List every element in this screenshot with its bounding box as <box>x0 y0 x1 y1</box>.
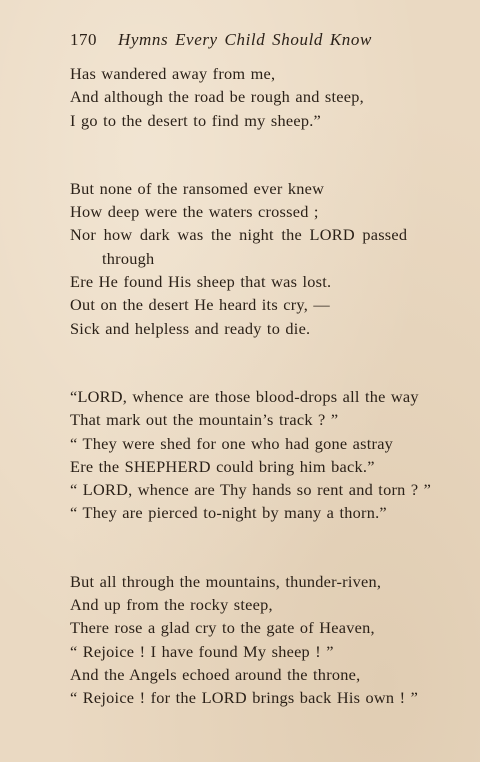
poem-line: But none of the ransomed ever knew <box>70 178 325 198</box>
stanza-3 <box>70 385 450 525</box>
poem-line-continuation: through <box>102 248 155 268</box>
poem-line: But all through the mountains, thunder-riven, <box>70 571 382 591</box>
page-number: 170 <box>70 30 97 49</box>
poem-line: And the Angels echoed around the throne, <box>70 664 361 684</box>
stanza-1 <box>70 62 450 132</box>
poem-line: Sick and helpless and ready to die. <box>70 318 311 338</box>
running-title: Hymns Every Child Should Know <box>118 30 372 49</box>
poem-line: There rose a glad cry to the gate of Heaven, <box>70 618 375 638</box>
poem-line: Ere He found His sheep that was lost. <box>70 272 332 292</box>
poem-line: “ Rejoice ! for the LORD brings back His own ! ” <box>70 688 419 708</box>
poem-line: How deep were the waters crossed ; <box>70 202 319 222</box>
poem-line: “LORD, whence are those blood-drops all the way <box>70 386 419 406</box>
poem-line: I go to the desert to find my sheep.” <box>70 110 322 130</box>
stanza-4 <box>70 570 450 710</box>
poem-line: “ LORD, whence are Thy hands so rent and torn ? ” <box>70 480 432 500</box>
poem-line: Has wandered away from me, <box>70 64 276 83</box>
stanza-break <box>70 525 450 570</box>
stanza-break <box>70 132 450 177</box>
poem-body <box>70 62 450 710</box>
stanza-break <box>70 340 450 385</box>
poem-line: Nor how dark was the night the LORD passed <box>70 225 408 245</box>
poem-line: And up from the rocky steep, <box>70 595 273 615</box>
poem-line: “ They are pierced to-night by many a thorn.” <box>70 503 387 523</box>
stanza-2 <box>70 177 450 340</box>
poem-line: And although the road be rough and steep, <box>70 87 364 107</box>
page-header <box>70 30 400 54</box>
poem-line: Ere the SHEPHERD could bring him back.” <box>70 456 375 476</box>
poem-line: “ They were shed for one who had gone astray <box>70 433 394 453</box>
poem-line: “ Rejoice ! I have found My sheep ! ” <box>70 641 334 661</box>
poem-line: That mark out the mountain’s track ? ” <box>70 410 339 430</box>
poem-line: Out on the desert He heard its cry, — <box>70 295 330 315</box>
